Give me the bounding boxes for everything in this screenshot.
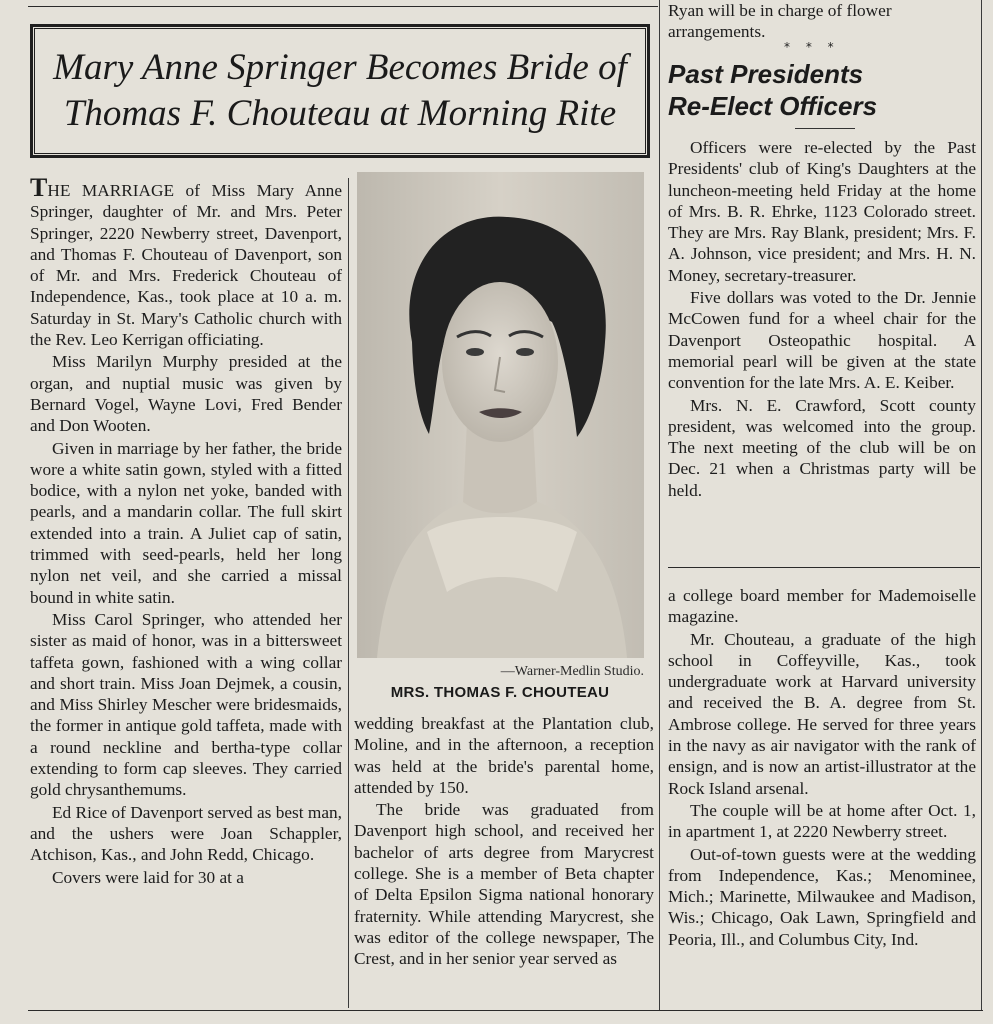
bride-portrait-photo [357, 172, 644, 658]
continuation-paragraph-4: Out-of-town guests were at the wedding from Independence, Kas.; Menominee, Mich.; Marinette, Milwaukee and Madison, Wis.; Chicago, Oak Lawn, Springfield and Peoria, Ill., and Columbus City, Ind. [668, 844, 976, 949]
right-headline-line-1: Past Presidents [668, 59, 864, 89]
paragraph-2: Miss Marilyn Murphy presided at the organ, and nuptial music was given by Bernard Vogel, Wayne Lovi, Fred Bender and Don Wooten. [30, 352, 342, 436]
headline-box [30, 24, 650, 158]
middle-paragraph-2: The bride was graduated from Davenport high school, and received her bachelor of arts degree from Marycrest college. She is a member of Beta chapter of Delta Epsilon Sigma national honorary fraternity. While attending Marycrest, she was editor of the college newspaper, The Crest, and in her senior year served as [354, 800, 654, 969]
continuation-paragraph-1: a college board member for Mademoiselle magazine. [668, 586, 976, 627]
top-right-fragment [668, 0, 973, 43]
top-rule [28, 6, 658, 7]
headline-line-1: Mary Anne Springer Becomes Bride of [53, 47, 627, 88]
photo-caption: MRS. THOMAS F. CHOUTEAU [390, 684, 610, 701]
column-rule-right-edge [981, 0, 982, 1010]
column-rule-center [659, 0, 660, 1010]
right-article-headline [668, 58, 968, 122]
separator-stars: * * * [784, 40, 840, 54]
fragment-line-2: arrangements. [668, 22, 766, 42]
paragraph-1-text: HE MARRIAGE of Miss Mary Anne Springer, daughter of Mr. and Mrs. Peter Springer, 2220 Newberry street, Davenport, and Thomas F. Chouteau of Davenport, son of Mr. and Mrs. Frederick Chouteau of Independence, Kas., took place at 10 a. m. Saturday in St. Mary's Catholic church with the Rev. Leo Kerrigan officiating. [30, 181, 342, 350]
right-headline-line-2: Re-Elect Officers [668, 91, 878, 121]
headline-line-2: Thomas F. Chouteau at Morning Rite [63, 93, 617, 134]
right-paragraph-1: Officers were re-elected by the Past Presidents' club of King's Daughters at the luncheon-meeting held Friday at the home of Mrs. B. R. Ehrke, 1123 Colorado street. They are Mrs. Ray Blank, president; Mrs. F. A. Johnson, vice president; and Mrs. H. N. Money, secretary-treasurer. [668, 138, 976, 285]
right-article-end-rule [668, 567, 980, 568]
right-article-body [668, 137, 976, 501]
photo-credit: —Warner-Medlin Studio. [500, 664, 644, 679]
fragment-line-1: Ryan will be in charge of flower [668, 1, 892, 20]
headline-divider [795, 128, 855, 129]
middle-column [354, 713, 654, 970]
paragraph-4: Miss Carol Springer, who attended her sister as maid of honor, was in a bittersweet taffeta gown, fashioned with a wing collar and short train. Miss Joan Dejmek, a cousin, and Miss Shirley Mescher were bridesmaids, the former in antique gold taffeta, made with a round neckline and bertha-type collar extending to form cap sleeves. They carried gold chrysanthemums. [30, 609, 342, 800]
continuation-paragraph-2: Mr. Chouteau, a graduate of the high school in Coffeyville, Kas., took undergraduate work at Harvard university and received the B. A. degree from St. Ambrose college. He served for three years in the navy as air navigator with the rank of ensign, and is now an artist-illustrator at the Rock Island arsenal. [668, 629, 976, 798]
portrait-illustration [357, 172, 644, 658]
continuation-paragraph-3: The couple will be at home after Oct. 1, in apartment 1, at 2220 Newberry street. [668, 800, 976, 842]
paragraph-5: Ed Rice of Davenport served as best man, and the ushers were Joan Schappler, Atchison, Kas., and John Redd, Chicago. [30, 802, 342, 865]
drop-cap: T [30, 173, 48, 202]
column-rule-left [348, 178, 349, 1008]
bottom-rule [28, 1010, 983, 1011]
paragraph-6: Covers were laid for 30 at a [52, 867, 244, 887]
right-continuation [668, 585, 976, 950]
paragraph-1 [30, 173, 342, 350]
left-column [30, 173, 342, 888]
middle-paragraph-1: wedding breakfast at the Plantation club, Moline, and in the afternoon, a reception was held at the bride's parental home, attended by 150. [354, 714, 654, 797]
paragraph-3: Given in marriage by her father, the bride wore a white satin gown, styled with a fitted bodice, with a nylon net yoke, banded with pearls, and a mandarin collar. The full skirt extended into a train. A Juliet cap of satin, trimmed with seed-pearls, held her long nylon net veil, and she carried a missal bound in white satin. [30, 438, 342, 607]
right-paragraph-3: Mrs. N. E. Crawford, Scott county president, was welcomed into the group. The next meeting of the club will be on Dec. 21 when a Christmas party will be held. [668, 395, 976, 500]
right-paragraph-2: Five dollars was voted to the Dr. Jennie McCowen fund for a wheel chair for the Davenport Osteopathic hospital. A memorial pearl will be given at the state convention for the late Mrs. A. E. Keiber. [668, 288, 976, 393]
